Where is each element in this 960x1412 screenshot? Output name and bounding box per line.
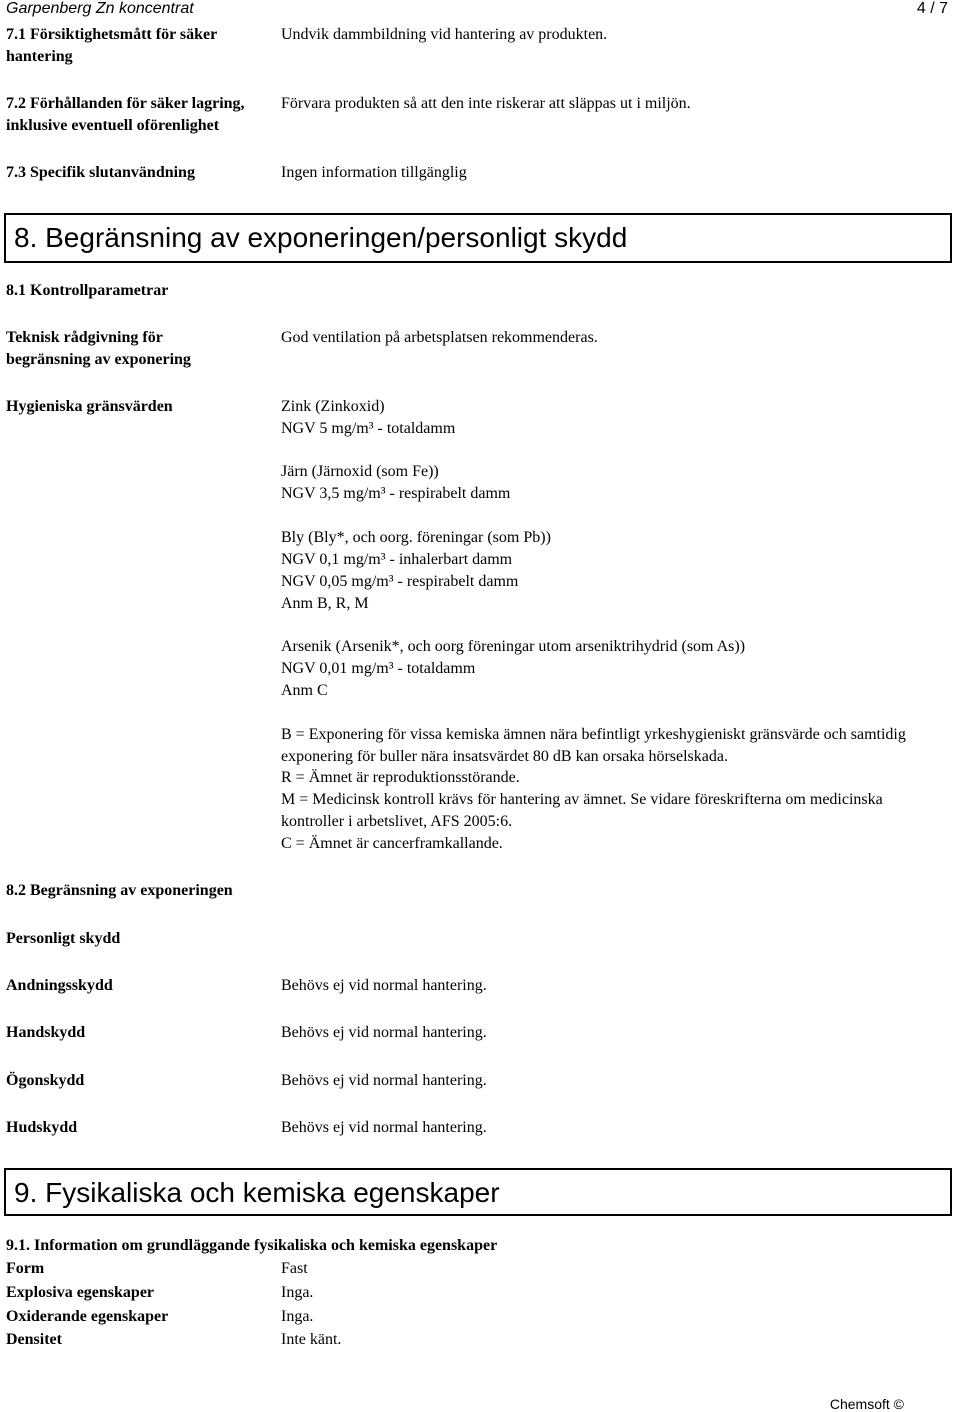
section-8-box	[4, 213, 952, 263]
limit-line: Zink (Zinkoxid)	[281, 398, 385, 415]
property-label: Densitet	[6, 1331, 62, 1348]
limit-line: NGV 0,05 mg/m³ - respirabelt damm	[281, 573, 519, 590]
protection-label: Ögonskydd	[6, 1072, 85, 1089]
limit-line: NGV 5 mg/m³ - totaldamm	[281, 420, 456, 437]
section-8-1-heading: 8.1 Kontrollparametrar	[6, 282, 169, 299]
note-line: C = Ämnet är cancerframkallande.	[281, 835, 503, 852]
s7-r2-value: Förvara produkten så att den inte riskerar att släppas ut i miljön.	[281, 95, 691, 112]
protection-value: Behövs ej vid normal hantering.	[281, 1024, 487, 1041]
property-label: Form	[6, 1260, 45, 1277]
tek-label-2: begränsning av exponering	[6, 351, 191, 368]
property-value: Inga.	[281, 1284, 314, 1301]
s7-r1-label-2: hantering	[6, 48, 73, 65]
s7-r3-value: Ingen information tillgänglig	[281, 164, 467, 181]
limit-line: Anm C	[281, 682, 328, 699]
s7-r1-value: Undvik dammbildning vid hantering av produkten.	[281, 26, 608, 43]
limit-line: Arsenik (Arsenik*, och oorg föreningar utom arseniktrihydrid (som As))	[281, 638, 746, 655]
section-8-title: 8. Begränsning av exponeringen/personligt skydd	[14, 222, 628, 253]
limit-line: Järn (Järnoxid (som Fe))	[281, 463, 439, 480]
limit-line: NGV 3,5 mg/m³ - respirabelt damm	[281, 485, 511, 502]
footer-copyright: Chemsoft ©	[829, 1396, 904, 1412]
limit-line: Bly (Bly*, och oorg. föreningar (som Pb))	[281, 529, 551, 546]
limit-line: Anm B, R, M	[281, 595, 369, 612]
limit-line: NGV 0,1 mg/m³ - inhalerbart damm	[281, 551, 513, 568]
property-value: Fast	[281, 1260, 308, 1277]
note-line: B = Exponering för vissa kemiska ämnen nära befintligt yrkeshygieniskt gränsvärde och samtidig	[281, 726, 906, 743]
note-line: M = Medicinsk kontroll krävs för hantering av ämnet. Se vidare föreskrifterna om medicinska	[281, 791, 883, 808]
protection-label: Handskydd	[6, 1024, 86, 1041]
protection-value: Behövs ej vid normal hantering.	[281, 1119, 487, 1136]
note-line: R = Ämnet är reproduktionsstörande.	[281, 769, 520, 786]
s7-r2-label-2: inklusive eventuell oförenlighet	[6, 117, 220, 134]
protection-label: Hudskydd	[6, 1119, 78, 1136]
section-9-1-heading: 9.1. Information om grundläggande fysikaliska och kemiska egenskaper	[6, 1237, 498, 1254]
tek-value: God ventilation på arbetsplatsen rekommenderas.	[281, 329, 598, 346]
limit-line: NGV 0,01 mg/m³ - totaldamm	[281, 660, 476, 677]
section-8-2-heading: 8.2 Begränsning av exponeringen	[6, 882, 233, 899]
property-value: Inte känt.	[281, 1331, 342, 1348]
document-title: Garpenberg Zn koncentrat	[6, 0, 194, 17]
protection-value: Behövs ej vid normal hantering.	[281, 1072, 487, 1089]
section-9-box	[4, 1168, 952, 1216]
s7-r2-label-1: 7.2 Förhållanden för säker lagring,	[6, 95, 245, 112]
s7-r3-label: 7.3 Specifik slutanvändning	[6, 164, 195, 181]
page-number: 4 / 7	[916, 0, 948, 17]
protection-label: Andningsskydd	[6, 977, 113, 994]
property-label: Explosiva egenskaper	[6, 1284, 155, 1301]
personal-protection-heading: Personligt skydd	[6, 930, 121, 947]
property-label: Oxiderande egenskaper	[6, 1308, 169, 1325]
tek-label-1: Teknisk rådgivning för	[6, 329, 163, 346]
property-value: Inga.	[281, 1308, 314, 1325]
note-line: exponering för buller nära insatsvärdet 80 dB kan orsaka hörselskada.	[281, 748, 728, 765]
note-line: kontroller i arbetslivet, AFS 2005:6.	[281, 813, 513, 830]
section-9-title: 9. Fysikaliska och kemiska egenskaper	[14, 1177, 500, 1208]
protection-value: Behövs ej vid normal hantering.	[281, 977, 487, 994]
hyg-label: Hygieniska gränsvärden	[6, 398, 173, 415]
s7-r1-label-1: 7.1 Försiktighetsmått för säker	[6, 26, 218, 43]
